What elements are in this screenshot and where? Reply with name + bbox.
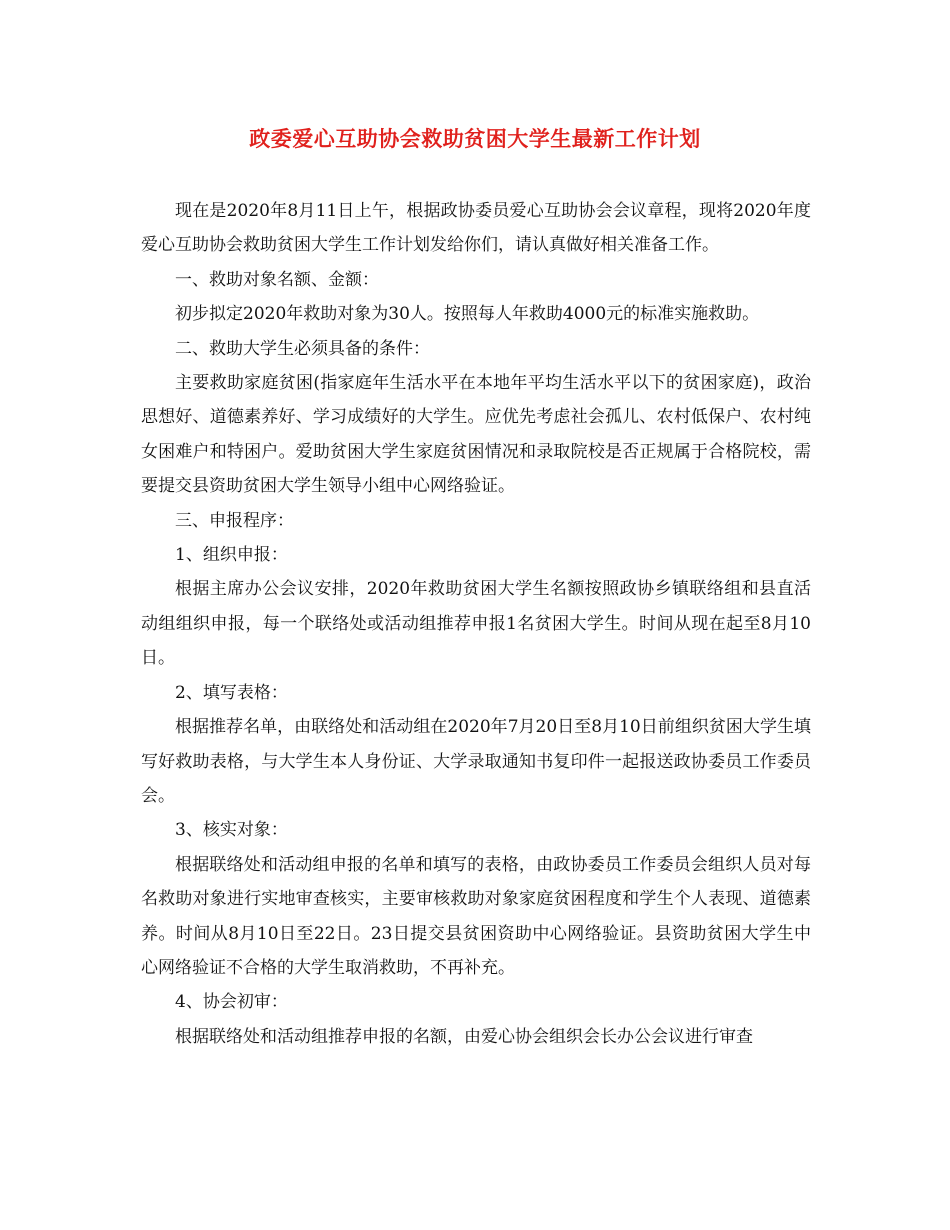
heading-step-2: 2、填写表格： (175, 682, 288, 703)
document-body (141, 194, 811, 1054)
heading-section-1: 一、救助对象名额、金额： (175, 269, 379, 290)
heading-step-3: 3、核实对象： (175, 820, 288, 841)
document-title: 政委爱心互助协会救助贫困大学生最新工作计划 (249, 126, 701, 151)
paragraph-intro: 现在是2020年8月11日上午，根据政协委员爱心互助协会会议章程，现将2020年度爱心互助协会救助贫困大学生工作计划发给你们，请认真做好相关准备工作。 (141, 201, 811, 256)
paragraph-quota: 初步拟定2020年救助对象为30人。按照每人年救助4000元的标准实施救助。 (175, 304, 760, 325)
paragraph-step-1: 根据主席办公会议安排，2020年救助贫困大学生名额按照政协乡镇联络组和县直活动组组织申报，每一个联络处或活动组推荐申报1名贫困大学生。时间从现在起至8月10日。 (141, 579, 811, 669)
paragraph-step-2: 根据推荐名单，由联络处和活动组在2020年7月20日至8月10日前组织贫困大学生填写好救助表格，与大学生本人身份证、大学录取通知书复印件一起报送政协委员工作委员会。 (141, 717, 811, 806)
heading-step-1: 1、组织申报： (175, 545, 288, 566)
heading-step-4: 4、协会初审： (175, 992, 288, 1013)
heading-section-2: 二、救助大学生必须具备的条件： (175, 338, 430, 359)
paragraph-conditions: 主要救助家庭贫困(指家庭年生活水平在本地年平均生活水平以下的贫困家庭)，政治思想好、道德素养好、学习成绩好的大学生。应优先考虑社会孤儿、农村低保户、农村纯女困难户和特困户。爱助贫困大学生家庭贫困情况和录取院校是否正规属于合格院校，需要提交县资助贫困大学生领导小组中心网络验证。 (141, 373, 811, 497)
paragraph-step-3: 根据联络处和活动组申报的名单和填写的表格，由政协委员工作委员会组织人员对每名救助对象进行实地审查核实，主要审核救助对象家庭贫困程度和学生个人表现、道德素养。时间从8月10日至22日。23日提交县贫困资助中心网络验证。县资助贫困大学生中心网络验证不合格的大学生取消救助，不再补充。 (141, 854, 811, 978)
paragraph-step-4: 根据联络处和活动组推荐申报的名额，由爱心协会组织会长办公会议进行审查 (175, 1026, 753, 1047)
heading-section-3: 三、申报程序： (175, 510, 294, 531)
